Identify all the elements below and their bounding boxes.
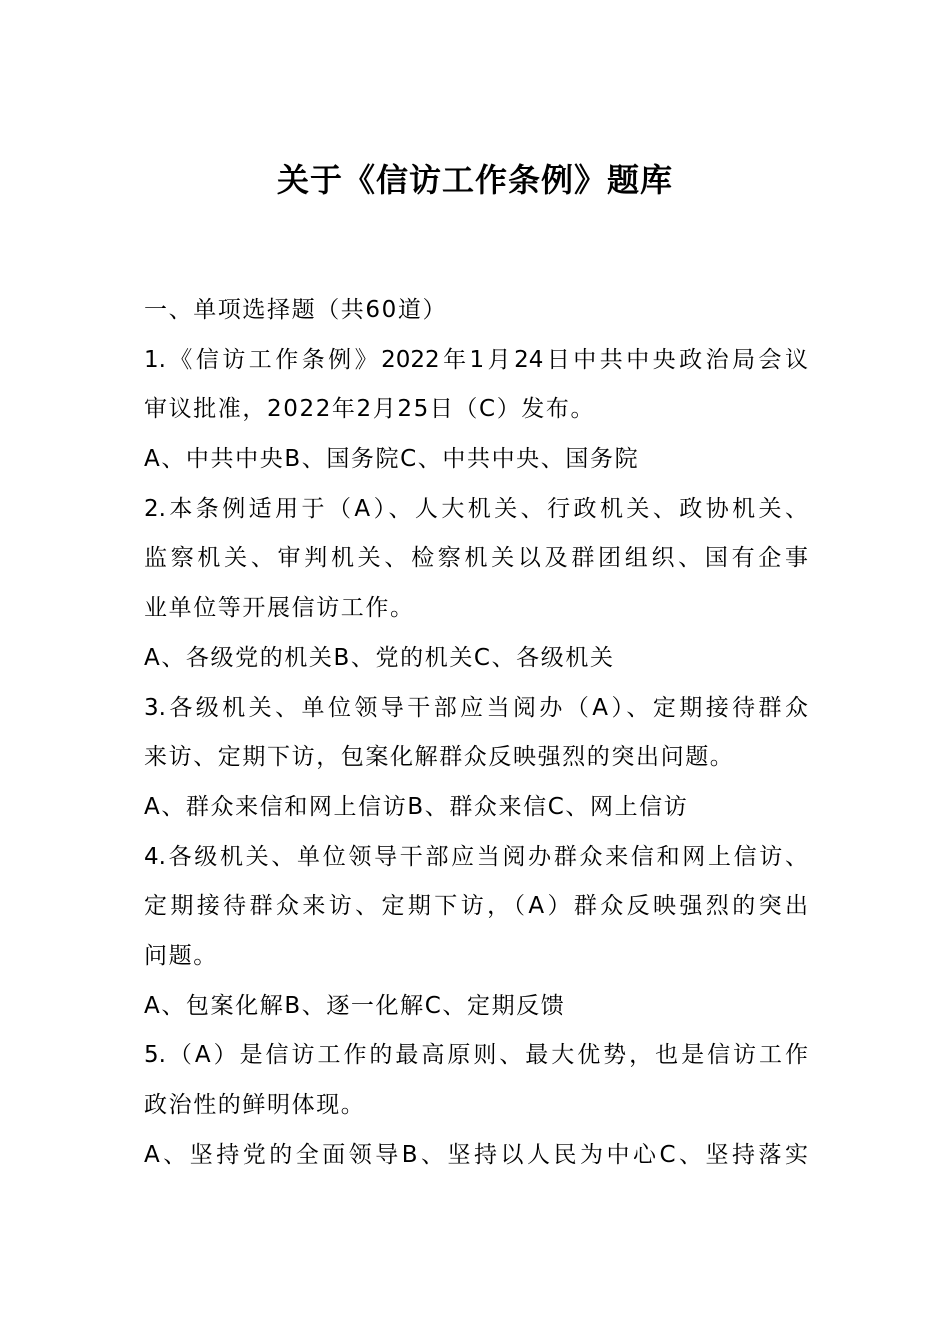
question-1-options: A、中共中央B、国务院C、中共中央、国务院 bbox=[144, 446, 640, 473]
question-5-options: A、坚持党的全面领导B、坚持以人民为中心C、坚持落实 bbox=[144, 1141, 808, 1168]
question-2-line-2: 监察机关、审判机关、检察机关以及群团组织、国有企事 bbox=[144, 545, 808, 572]
section-heading: 一、单项选择题（共60道） bbox=[144, 297, 448, 323]
question-4-line-2: 定期接待群众来访、定期下访，（A）群众反映强烈的突出 bbox=[144, 893, 808, 920]
question-4-options: A、包案化解B、逐一化解C、定期反馈 bbox=[144, 992, 566, 1019]
question-2-line-1: 2.本条例适用于（A）、人大机关、行政机关、政协机关、 bbox=[144, 495, 808, 522]
document-body bbox=[144, 286, 808, 1180]
document-title: 关于《信访工作条例》题库 bbox=[276, 161, 673, 199]
question-3-line-2: 来访、定期下访，包案化解群众反映强烈的突出问题。 bbox=[144, 744, 735, 771]
question-5-line-2: 政治性的鲜明体现。 bbox=[144, 1092, 366, 1118]
question-2-options: A、各级党的机关B、党的机关C、各级机关 bbox=[144, 644, 615, 671]
question-4-line-3: 问题。 bbox=[144, 942, 218, 969]
question-2-line-3: 业单位等开展信访工作。 bbox=[144, 595, 415, 622]
question-1-line-2: 审议批准，2022年2月25日（C）发布。 bbox=[144, 396, 596, 423]
question-5-line-1: 5.（A）是信访工作的最高原则、最大优势，也是信访工作 bbox=[144, 1042, 808, 1069]
question-4-line-1: 4.各级机关、单位领导干部应当阅办群众来信和网上信访、 bbox=[144, 843, 808, 870]
question-3-line-1: 3.各级机关、单位领导干部应当阅办（A）、定期接待群众 bbox=[144, 694, 808, 721]
question-3-options: A、群众来信和网上信访B、群众来信C、网上信访 bbox=[144, 793, 689, 820]
question-1-line-1: 1.《信访工作条例》2022年1月24日中共中央政治局会议 bbox=[144, 346, 808, 373]
